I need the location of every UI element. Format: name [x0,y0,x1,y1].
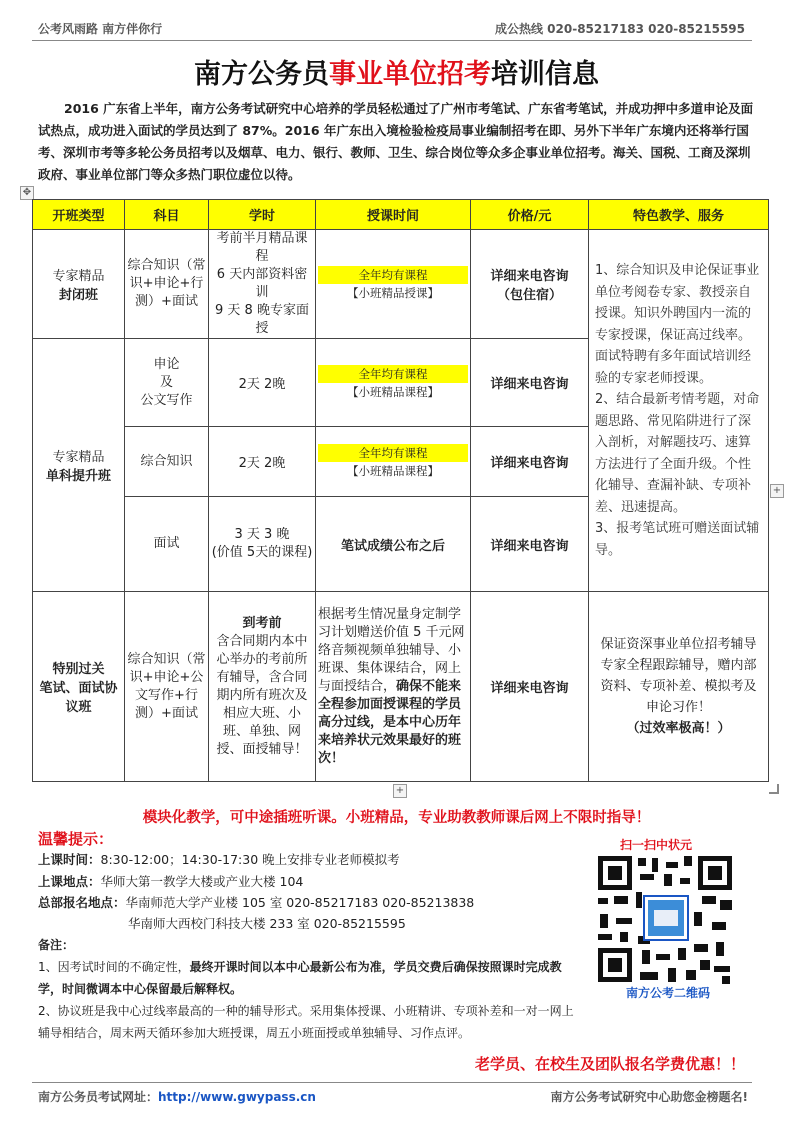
time-cell: 笔试成绩公布之后 [316,497,471,592]
header-subject: 科目 [125,200,209,230]
time-note: 【小班精品课程】 [347,463,439,478]
hours-line1: 到考前 [242,615,282,631]
class-type-cell [33,592,125,782]
feature-item: 2、结合最新考情考题，对命题思路、常见陷阱进行了深入剖析，对解题技巧、速算方法进行了全面升级。个性化辅导、查漏补缺、专项补差、迅速提高。 [595,392,760,515]
note-1 [38,956,583,1000]
price-cell: 详细来电咨询 [471,339,589,427]
note-1-bold: 最终开课时间以本中心最新公布为准，学员交费后确保按照课时完成教学，时间微调本中心保留最后解释权。 [38,960,562,996]
slogan: 模块化教学，可中途插班听课。小班精品，专业助教教师课后网上不限时指导！ [142,810,651,826]
subject-line3: 公文写作 [140,392,193,408]
subject-line1: 申论 [153,356,180,372]
price-cell: 详细来电咨询 [471,427,589,497]
class-time-value: 8:30-12:00；14:30-17:30 晚上安排专业老师模拟考 [100,852,400,867]
discount-notice: 老学员、在校生及团队报名学费优惠！！ [474,1055,745,1073]
notes [38,934,583,1044]
class-place-value: 华师大第一教学大楼或产业大楼 104 [100,874,304,889]
hq-value: 华南师范大学产业楼 105 室 020-85217183 020-85213838 [125,895,475,910]
hours-line2: 6 天内部资料密训 [216,267,308,300]
hours-cell [209,230,316,339]
subject-cell [125,339,209,427]
time-highlight: 全年均有课程 [318,266,468,284]
footer-divider [32,1082,752,1083]
time-highlight: 全年均有课程 [318,365,468,383]
tips-title: 温馨提示： [38,830,114,848]
class-type-line1: 专家精品 [52,269,105,284]
note-title: 备注： [38,938,75,952]
qr-caption: 南方公考二维码 [625,986,710,1000]
feature-item: （过效率极高！） [626,721,731,736]
title-highlight: 事业单位招考 [329,59,491,90]
feature-item: 3、报考笔试班可赠送面试辅导。 [595,521,760,558]
hq-label: 总部报名地点： [38,895,126,910]
table-row [33,230,769,339]
class-type-line2: 单科提升班 [45,469,111,484]
class-place-line [38,872,303,890]
class-time-label: 上课时间： [38,852,101,867]
hours-cell: 2天 2晚 [209,339,316,427]
table-row [33,592,769,782]
plan-text: 根据考生情况量身定制学习计划赠送价值 5 千元网络音频视频单独辅导、小班课、集体课结合，网上与面授结合， [318,606,465,694]
hq-value-2: 华南师大西校门科技大楼 233 室 020-85215595 [128,916,406,931]
subject-cell: 综合知识（常识+申论+公文写作+行测）+面试 [125,592,209,782]
footer-website-link[interactable]: http://www.gwypass.cn [158,1090,316,1104]
header-time: 授课时间 [316,200,471,230]
table-move-handle-icon[interactable]: ✥ [20,186,34,200]
features-cell [589,592,769,782]
header-hotline: 成公热线 020-85217183 020-85215595 [494,22,745,36]
time-cell [316,427,471,497]
header-hours: 学时 [209,200,316,230]
time-highlight: 全年均有课程 [318,444,468,462]
time-cell [316,592,471,782]
header-price: 价格/元 [471,200,589,230]
hours-line2: 含合同期内本中心举办的考前所有辅导，含合同期内所有班次及相应大班、小班、单独、网授、面授辅导！ [216,633,308,757]
hq-line [38,893,474,911]
time-cell [316,230,471,339]
header-class-type: 开班类型 [33,200,125,230]
subject-cell: 综合知识 [125,427,209,497]
hours-line1: 考前半月精品课程 [216,231,308,264]
price-cell [471,230,589,339]
hours-line1: 3 天 3 晚 [234,527,290,542]
title-part2: 培训信息 [491,59,599,90]
class-type-line1: 专家精品 [52,450,105,465]
feature-item: 保证资深事业单位招考辅导专家全程跟踪辅导，赠内部资料、专项补差、模拟考及申论习作！ [600,637,757,715]
hours-line2: (价值 5天的课程) [211,545,313,560]
price-cell: 详细来电咨询 [471,592,589,782]
price-cell: 详细来电咨询 [471,497,589,592]
table-header-row [33,200,769,230]
resize-handle-icon[interactable] [769,784,779,794]
subject-line2: 及 [159,374,173,390]
add-row-icon[interactable]: + [393,784,407,798]
price-line2: （包住宿） [496,288,562,303]
intro-paragraph: 2016 广东省上半年，南方公务考试研究中心培养的学员轻松通过了广州市考笔试、广东省考笔试，并成功押中多道申论及面试热点，成功进入面试的学员达到了 87%。2016 年广东出入境检验检疫局事业编制招考在即、另外下半年广东境内还将举行国考、深圳市考等多轮公务员招考以及烟草、电力、银行、教师、卫生、综合岗位等众多企事业单位招考。海关、国税、工商及深圳政府、事业单位部门等众多热门职位虚位以待。 [38,101,754,182]
note-2: 2、协议班是我中心过线率最高的一种的辅导形式。采用集体授课、小班精讲、专项补差和一对一网上辅导相结合，周末两天循环参加大班授课，周五小班面授或单独辅导、习作点评。 [38,1004,574,1040]
page-title [0,52,793,91]
subject-cell: 综合知识（常识+申论+行测）+面试 [125,230,209,339]
hours-cell [209,497,316,592]
class-type-line2: 封闭班 [58,288,98,303]
footer-website [38,1088,316,1105]
hours-cell [209,592,316,782]
price-line1: 详细来电咨询 [490,269,569,284]
class-time-line [38,850,400,868]
note-1-text: 1、因考试时间的不确定性， [38,960,190,974]
time-cell [316,339,471,427]
footer-slogan: 南方公务考试研究中心助您金榜题名! [550,1090,748,1104]
time-note: 【小班精品授课】 [347,286,439,300]
class-type-line2: 笔试、面试协议班 [39,681,118,715]
class-place-label: 上课地点： [38,874,101,889]
footer-website-label: 南方公务员考试网址： [38,1090,159,1104]
class-type-line1: 特别过关 [52,662,105,677]
qr-code-image [594,852,736,986]
class-type-cell [33,339,125,592]
feature-item: 1、综合知识及申论保证事业单位考阅卷专家、教授亲自授课。知识外聘国内一流的专家授课，保证高过线率。面试特聘有多年面试培训经验的专家老师授课。 [595,263,760,386]
header-slogan: 公考风雨路 南方伴你行 [38,22,163,36]
features-cell [589,230,769,592]
qr-title: 扫一扫中状元 [620,838,693,852]
time-note: 【小班精品课程】 [347,384,439,399]
hours-line3: 9 天 8 晚专家面授 [215,303,309,336]
class-type-cell [33,230,125,339]
title-part1: 南方公务员 [194,59,329,90]
hours-cell: 2天 2晚 [209,427,316,497]
plan-text-bold: 确保不能来全程参加面授课程的学员高分过线，是本中心历年来培养状元效果最好的班次！ [318,678,462,766]
subject-cell: 面试 [125,497,209,592]
header-features: 特色教学、服务 [589,200,769,230]
add-column-icon[interactable]: + [770,484,784,498]
course-table [32,199,769,782]
header-divider [32,40,752,41]
